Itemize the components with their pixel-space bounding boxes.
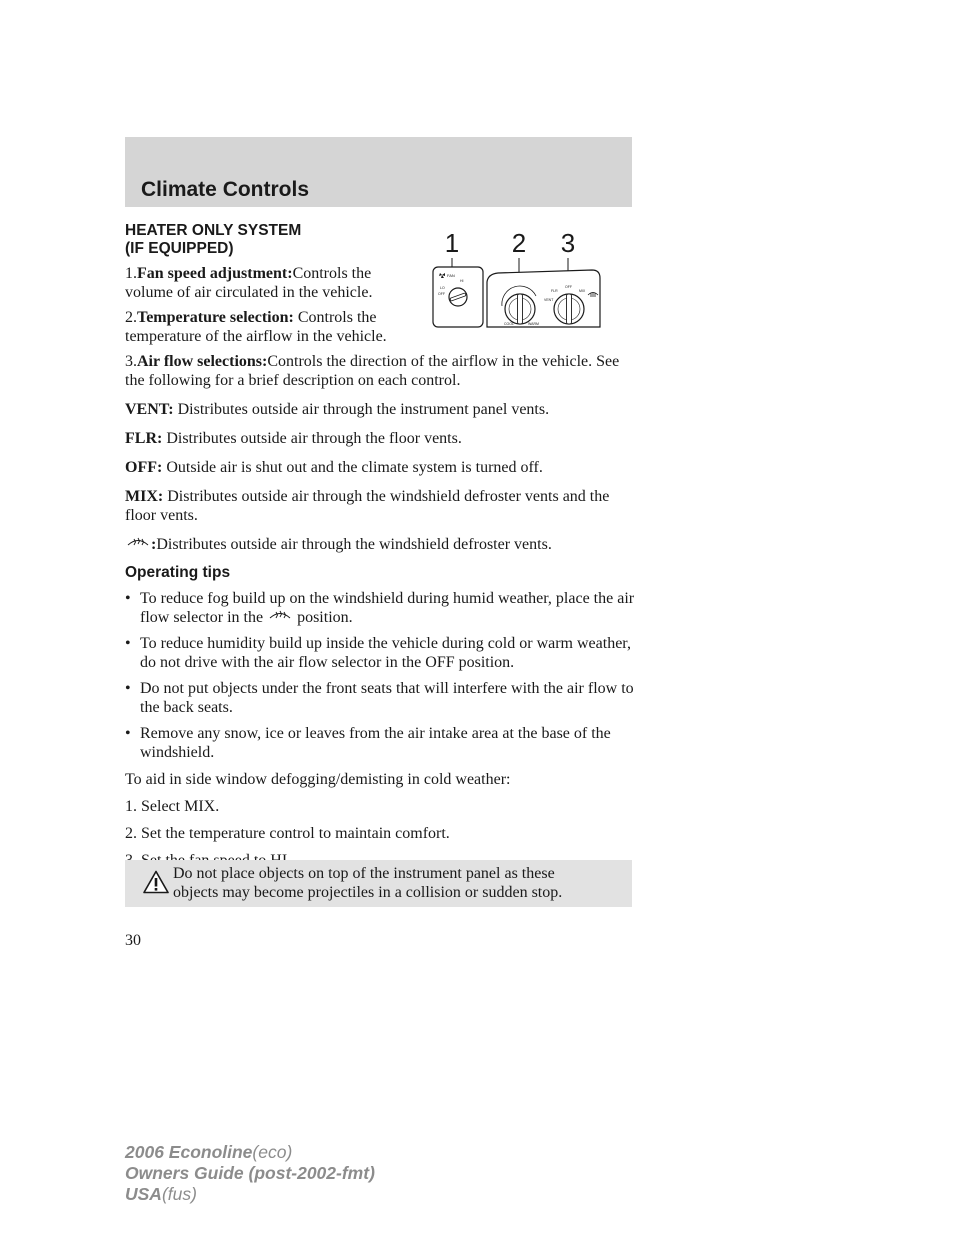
- mode-vent-text: Distributes outside air through the instrument panel vents.: [177, 401, 550, 418]
- hi-label: HI: [460, 279, 464, 283]
- warm-label: WARM: [528, 322, 539, 326]
- mode-off: [125, 458, 635, 477]
- mode-vent: [125, 400, 635, 419]
- mode-mix: [125, 487, 635, 525]
- mode-flr-text: Distributes outside air through the floor vents.: [166, 430, 462, 447]
- off-label-fan: OFF: [438, 292, 445, 296]
- footer-model: 2006 Econoline: [125, 1142, 253, 1162]
- defrost-icon: [125, 535, 151, 551]
- item-1-label: Fan speed adjustment:: [137, 265, 293, 282]
- mode-defrost-label: :: [151, 536, 157, 553]
- footer-line-2: Owners Guide (post-2002-fmt): [125, 1163, 375, 1183]
- defrost-icon: [267, 608, 293, 624]
- tip-4: • Remove any snow, ice or leaves from the air intake area at the base of the windshield.: [125, 724, 635, 762]
- footer-model-code: (eco): [252, 1142, 293, 1162]
- control-item-1: [125, 264, 395, 302]
- page-content: [125, 222, 635, 870]
- item-1-text: Controls the volume of air circulated in the vehicle.: [125, 265, 373, 301]
- callout-2: 2: [511, 228, 527, 258]
- item-3-label: Air flow selections:: [137, 353, 268, 370]
- warning-line-2: objects may become projectiles in a collision or sudden stop.: [173, 884, 563, 901]
- callout-1: 1: [444, 228, 460, 258]
- tip-1-text: To reduce fog build up on the windshield during humid weather, place the air flow selector in the: [140, 590, 635, 626]
- tip-1: [125, 589, 635, 627]
- warning-text: [173, 864, 628, 902]
- mix-label: MIX: [579, 289, 586, 293]
- defog-step-2: 2. Set the temperature control to maintain comfort.: [125, 825, 450, 842]
- lo-label: LO: [440, 286, 445, 290]
- footer-line-1: [125, 1142, 375, 1163]
- warning-box: [125, 860, 632, 907]
- footer-market-code: (fus): [161, 1184, 197, 1204]
- defog-step-1: 1. Select MIX.: [125, 798, 220, 815]
- item-2-text: Controls the temperature of the airflow in the vehicle.: [125, 309, 387, 345]
- tip-1-text-end: position.: [297, 609, 353, 626]
- control-item-3: [125, 352, 635, 390]
- footer-line-3: [125, 1184, 375, 1205]
- defog-intro: To aid in side window defogging/demisting in cold weather:: [125, 771, 511, 788]
- mode-off-text: Outside air is shut out and the climate system is turned off.: [166, 459, 543, 476]
- mode-defrost-text: Distributes outside air through the windshield defroster vents.: [156, 536, 552, 553]
- item-1-number: 1.: [125, 265, 137, 282]
- operating-tips-heading: Operating tips: [125, 564, 231, 581]
- mode-defrost: [125, 535, 635, 554]
- control-item-2: [125, 308, 395, 346]
- mode-flr: [125, 429, 635, 448]
- tip-3: • Do not put objects under the front seats that will interfere with the air flow to the back seats.: [125, 679, 635, 717]
- fan-label: FAN: [447, 273, 455, 278]
- mode-vent-label: VENT:: [125, 401, 174, 418]
- item-3-number: 3.: [125, 353, 137, 370]
- warning-line-1: Do not place objects on top of the instrument panel as these: [173, 865, 555, 882]
- section-title: Climate Controls: [141, 178, 310, 201]
- mode-flr-label: FLR:: [125, 430, 163, 447]
- operating-tips-list: [125, 589, 635, 762]
- mode-mix-text: Distributes outside air through the windshield defroster vents and the floor vents.: [125, 488, 610, 524]
- vent-label: VENT: [544, 298, 554, 302]
- item-2-label: Temperature selection:: [137, 309, 294, 326]
- mode-off-label: OFF:: [125, 459, 163, 476]
- warning-icon: [143, 870, 169, 894]
- footer: [125, 1142, 375, 1205]
- heading-line-1: HEATER ONLY SYSTEM: [125, 222, 302, 239]
- mode-mix-label: MIX:: [125, 488, 164, 505]
- cool-label: COOL: [504, 322, 514, 326]
- off-label-airflow: OFF: [565, 285, 572, 289]
- page-number: 30: [125, 932, 141, 949]
- section-heading: [125, 222, 635, 258]
- item-3-text: Controls the direction of the airflow in the vehicle. See the following for a brief description on each control.: [125, 353, 620, 389]
- callout-3: 3: [560, 228, 576, 258]
- footer-market: USA: [125, 1184, 162, 1204]
- heading-line-2: (IF EQUIPPED): [125, 240, 234, 257]
- item-2-number: 2.: [125, 309, 137, 326]
- tip-2: • To reduce humidity build up inside the vehicle during cold or warm weather, do not drive with the air flow selector in the OFF position.: [125, 634, 635, 672]
- flr-label: FLR: [551, 289, 558, 293]
